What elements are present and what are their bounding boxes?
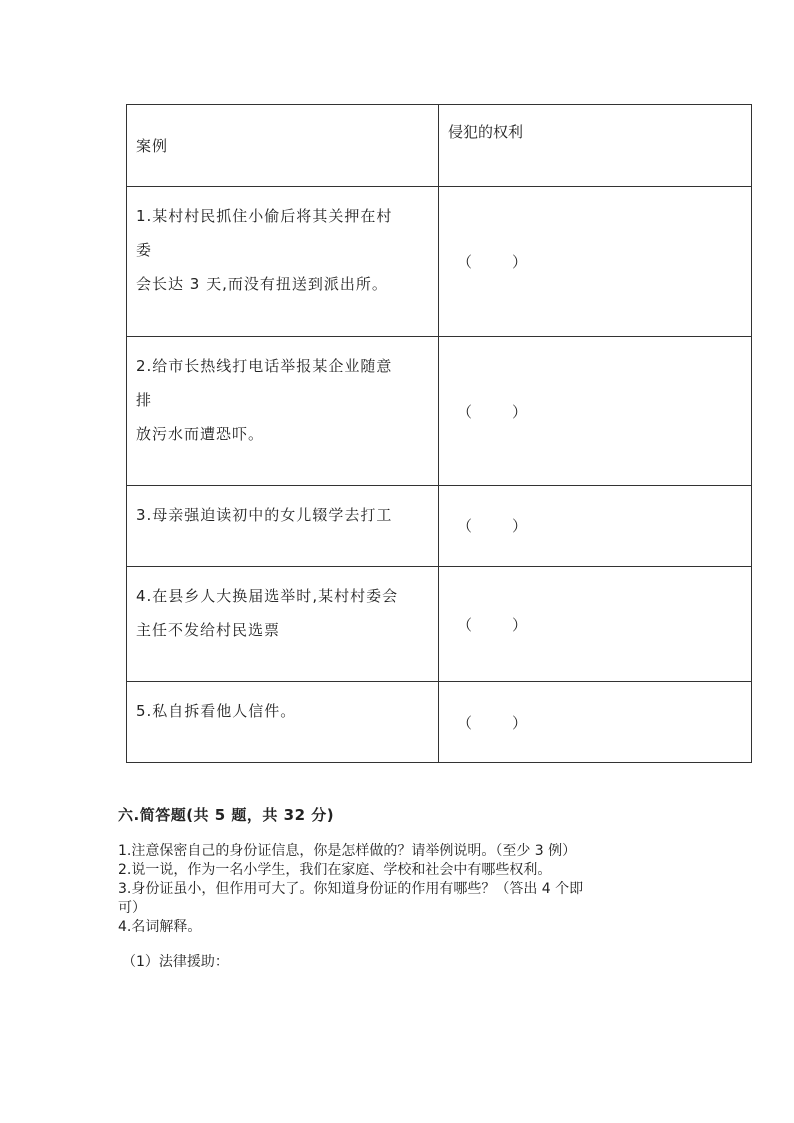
case-line: 3.母亲强迫读初中的女儿辍学去打工 [136, 506, 393, 524]
question-line: 1.注意保密自己的身份证信息，你是怎样做的？请举例说明。（至少 3 例） [118, 843, 577, 859]
rights-header: 侵犯的权利 [448, 123, 524, 141]
case-line: 主任不发给村民选票 [136, 621, 281, 639]
close-paren: ） [511, 616, 527, 634]
short-answer-section [118, 804, 678, 971]
sub-item: （1）法律援助： [122, 954, 229, 970]
case-line: 1.某村村民抓住小偷后将其关押在村 [136, 207, 393, 225]
case-cell [127, 337, 439, 485]
table-row [127, 337, 751, 486]
open-paren: （ [457, 253, 473, 271]
case-line: 委 [136, 241, 153, 259]
case-cell [127, 486, 439, 566]
case-line: 5.私自拆看他人信件。 [136, 702, 297, 720]
table-row [127, 682, 751, 762]
answer-cell [439, 337, 751, 485]
close-paren: ） [511, 253, 527, 271]
case-cell [127, 682, 439, 762]
case-line: 2.给市长热线打电话举报某企业随意 [136, 357, 393, 375]
open-paren: （ [457, 403, 473, 421]
answer-cell [439, 682, 751, 762]
question-line: 3.身份证虽小，但作用可大了。你知道身份证的作用有哪些？（答出 4 个即 [118, 881, 584, 897]
answer-blank[interactable] [457, 251, 527, 272]
section-title: 六.简答题(共 5 题，共 32 分) [118, 806, 335, 824]
open-paren: （ [457, 714, 473, 732]
answer-cell [439, 567, 751, 681]
case-cell [127, 187, 439, 336]
case-line: 放污水而遭恐吓。 [136, 425, 265, 443]
case-line: 会长达 3 天,而没有扭送到派出所。 [136, 275, 388, 293]
answer-blank[interactable] [457, 401, 527, 422]
question-line: 4.名词解释。 [118, 919, 202, 935]
answer-cell [439, 486, 751, 566]
question-line: 2.说一说，作为一名小学生，我们在家庭、学校和社会中有哪些权利。 [118, 862, 552, 878]
case-header: 案例 [127, 105, 439, 186]
table-row [127, 187, 751, 337]
table-row [127, 567, 751, 682]
answer-blank[interactable] [457, 515, 527, 536]
close-paren: ） [511, 714, 527, 732]
case-cell [127, 567, 439, 681]
close-paren: ） [511, 517, 527, 535]
open-paren: （ [457, 517, 473, 535]
case-line: 排 [136, 391, 153, 409]
answer-blank[interactable] [457, 614, 527, 635]
case-line: 4.在县乡人大换届选举时,某村村委会 [136, 587, 399, 605]
open-paren: （ [457, 616, 473, 634]
close-paren: ） [511, 403, 527, 421]
rights-table [126, 104, 752, 763]
table-header-row [127, 105, 751, 187]
question-line: 可） [118, 900, 146, 916]
answer-blank[interactable] [457, 712, 527, 733]
table-row [127, 486, 751, 567]
answer-cell [439, 187, 751, 336]
